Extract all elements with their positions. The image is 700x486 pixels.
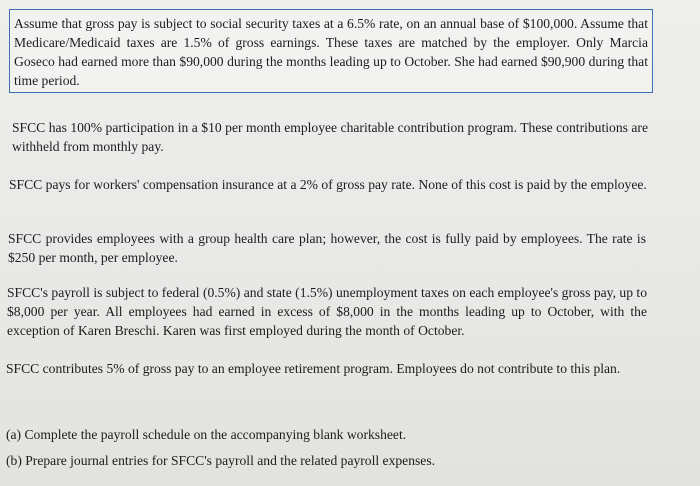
paragraph-workers-compensation: SFCC pays for workers' compensation insurance at a 2% of gross pay rate. None of this cost is paid by the employee. [9, 177, 647, 192]
paragraph-unemployment-taxes: SFCC's payroll is subject to federal (0.5%) and state (1.5%) unemployment taxes on each employee's gross pay, up to $8,000 per year. All employees had earned in excess of $8,000 in the months leading up to October, with the exception of Karen Breschi. Karen was first employed during the month of October. [7, 285, 647, 338]
requirement-a: (a) Complete the payroll schedule on the accompanying blank worksheet. [6, 427, 407, 442]
paragraph-health-care-plan: SFCC provides employees with a group health care plan; however, the cost is fully paid by employees. The rate is $250 per month, per employee. [8, 231, 646, 265]
requirement-b: (b) Prepare journal entries for SFCC's payroll and the related payroll expenses. [6, 453, 436, 468]
paragraph-social-security-medicare: Assume that gross pay is subject to social security taxes at a 6.5% rate, on an annual base of $100,000. Assume that Medicare/Medicaid taxes are 1.5% of gross earnings. These taxes are matched by the employer. Only Marcia Goseco had earned more than $90,000 during the months leading up to October. She had earned $90,900 during that time period. [9, 9, 653, 93]
paragraph-retirement-program: SFCC contributes 5% of gross pay to an employee retirement program. Employees do not contribute to this plan. [6, 361, 621, 376]
paragraph-charitable-contribution: SFCC has 100% participation in a $10 per month employee charitable contribution program. These contributions are withheld from monthly pay. [12, 120, 648, 154]
